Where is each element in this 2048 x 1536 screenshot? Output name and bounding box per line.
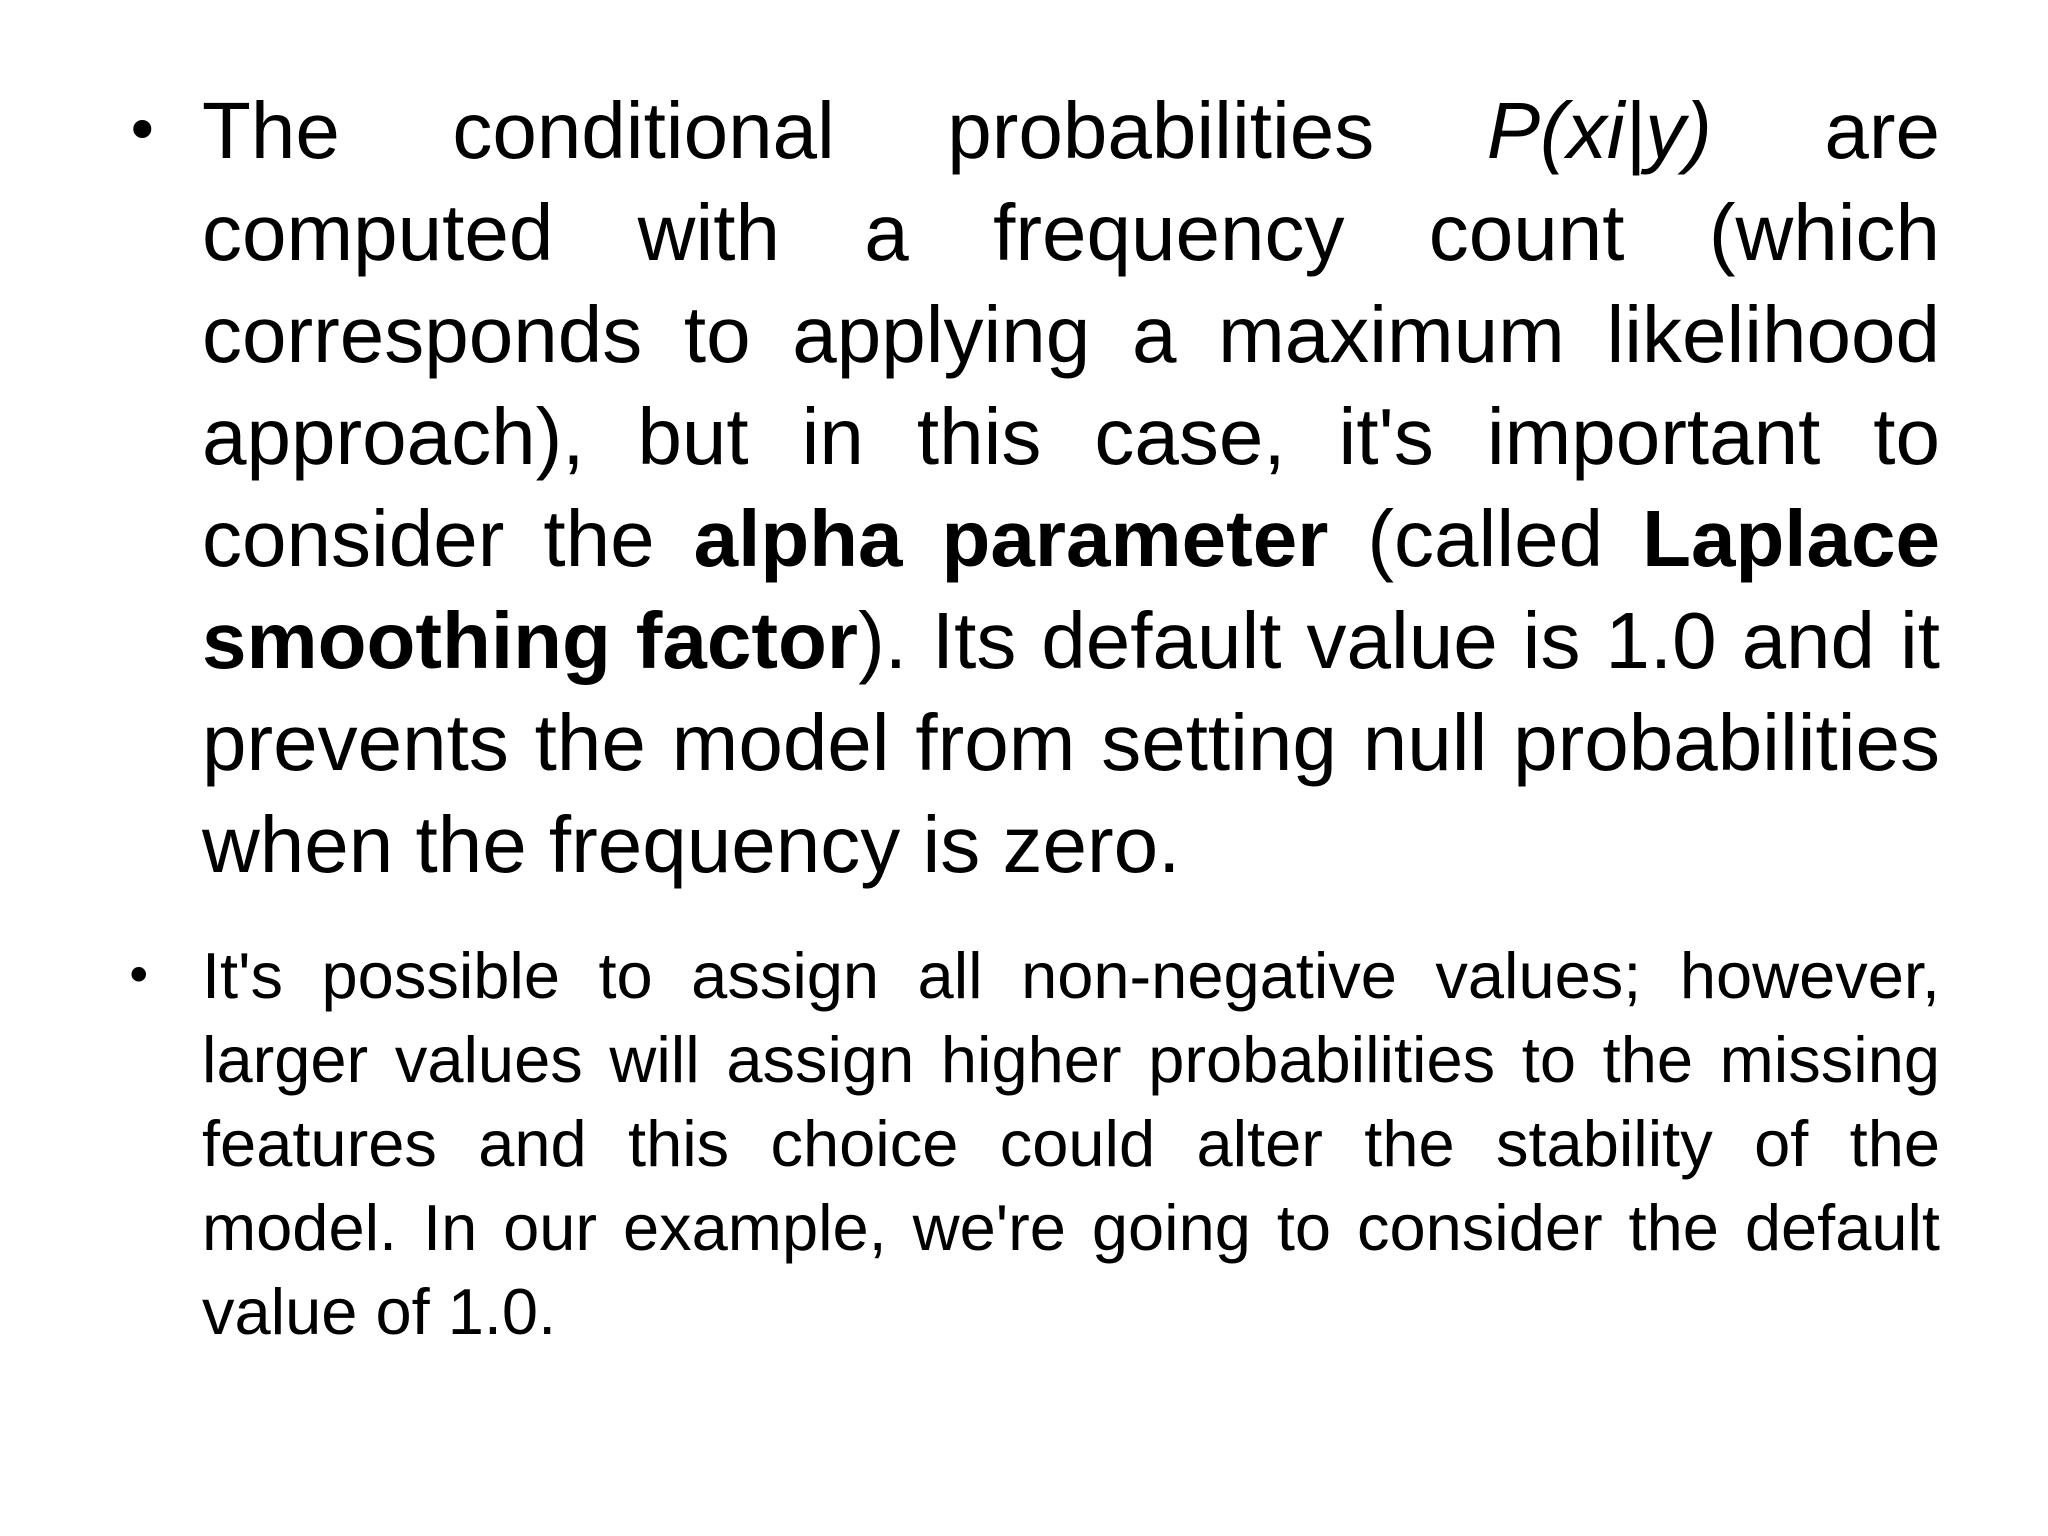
bullet-item-non-negative-values <box>120 934 1940 1354</box>
bullet-text: It's possible to assign all non-negative values; however, larger values will assign higher probabilities to the missing features and this choice could alter the stability of the model. In our example, we're going to consider the default value of 1.0. <box>202 939 1940 1348</box>
italic-formula: P(xi|y) <box>1486 86 1712 175</box>
bullet-text <box>202 86 1940 889</box>
bold-term-alpha: alpha parameter <box>693 494 1329 583</box>
text-run: (called <box>1328 494 1643 583</box>
bold-term-laplace: Laplace smoothing factor <box>202 494 1941 685</box>
bullet-item-conditional-probabilities <box>120 80 1940 896</box>
text-run: are computed with a frequency count (which corresponds to applying a maximum likelihood approach), but in this case, it's important to consider the <box>202 86 1940 583</box>
bullet-dot-icon: • <box>124 94 161 167</box>
text-run: The conditional probabilities <box>202 86 1487 175</box>
bullet-list <box>120 80 1940 1354</box>
text-run: ). Its default value is 1.0 and it prevents the model from setting null probabilities when the frequency is zero. <box>202 596 1941 889</box>
bullet-dot-icon: • <box>124 947 154 1005</box>
